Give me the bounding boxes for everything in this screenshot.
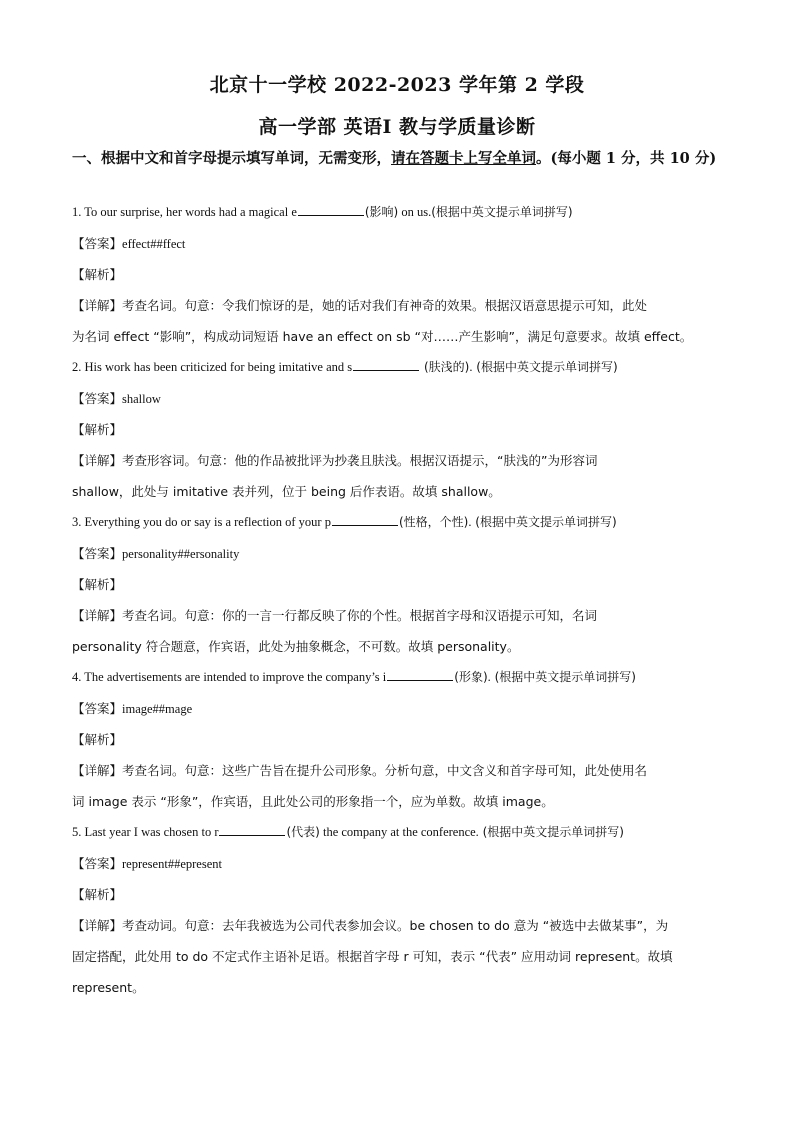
answer-row-4: 【答案】image##mage [72,701,193,716]
question-2: 2. His work has been criticized for being imitative and s (肤浅的). (根据中英文提示单词拼写) [72,360,618,374]
detail-5: 【详解】考查动词。句意：去年我被选为公司代表参加会议。be chosen to do 意为 “被选中去做某事”，为 固定搭配，此处用 to do 不定式作主语补足语。根据首字母 r 可知，表示 “代表” 应用动词 represent。故填 represent。 [72,918,673,995]
answer-blank [332,513,398,526]
section-prefix: 一、根据中文和首字母提示填写单词，无需变形， [72,150,391,167]
answer-blank [219,823,285,836]
analysis-row-3: 【解析】 [72,577,123,592]
question-4: 4. The advertisements are intended to improve the company’s i (形象). (根据中英文提示单词拼写) [72,670,636,684]
answer-row-3: 【答案】personality##ersonality [72,546,240,561]
analysis-row-4: 【解析】 [72,732,123,747]
section-suffix: 。(每小题 1 分，共 10 分) [536,150,717,167]
section-instructions [72,146,722,171]
answer-blank [298,203,364,216]
analysis-row-5: 【解析】 [72,887,123,902]
analysis-row-2: 【解析】 [72,422,123,437]
document-title: 北京十一学校 2022-2023 学年第 2 学段 [209,74,585,96]
questions-list [72,197,724,1003]
analysis-row-1: 【解析】 [72,267,123,282]
detail-4: 【详解】考查名词。句意：这些广告旨在提升公司形象。分析句意，中文含义和首字母可知，此处使用名 词 image 表示 “形象”，作宾语，且此处公司的形象指一个，应为单数。故填 image。 [72,763,648,809]
question-3: 3. Everything you do or say is a reflection of your p (性格，个性). (根据中英文提示单词拼写) [72,515,617,529]
question-5: 5. Last year I was chosen to r (代表) the company at the conference. (根据中英文提示单词拼写) [72,825,624,839]
detail-2: 【详解】考查形容词。句意：他的作品被批评为抄袭且肤浅。根据汉语提示，“肤浅的”为形容词 shallow，此处与 imitative 表并列，位于 being 后作表语。故填 shallow。 [72,453,598,499]
detail-1: 【详解】考查名词。句意：令我们惊讶的是，她的话对我们有神奇的效果。根据汉语意思提示可知，此处 为名词 effect “影响”，构成动词短语 have an effect on sb “对……产生影响”，满足句意要求。故填 effect。 [72,298,693,344]
answer-row-5: 【答案】represent##epresent [72,856,222,871]
answer-row-2: 【答案】shallow [72,391,161,406]
section-underlined: 请在答题卡上写全单词 [391,150,536,167]
question-1: 1. To our surprise, her words had a magical e (影响) on us.(根据中英文提示单词拼写) [72,205,573,219]
document-subtitle: 高一学部 英语Ⅰ 教与学质量诊断 [258,116,536,138]
answer-row-1: 【答案】effect##ffect [72,236,186,251]
answer-blank [353,358,419,371]
answer-blank [387,668,453,681]
detail-3: 【详解】考查名词。句意：你的一言一行都反映了你的个性。根据首字母和汉语提示可知，名词 personality 符合题意，作宾语，此处为抽象概念，不可数。故填 personality。 [72,608,598,654]
